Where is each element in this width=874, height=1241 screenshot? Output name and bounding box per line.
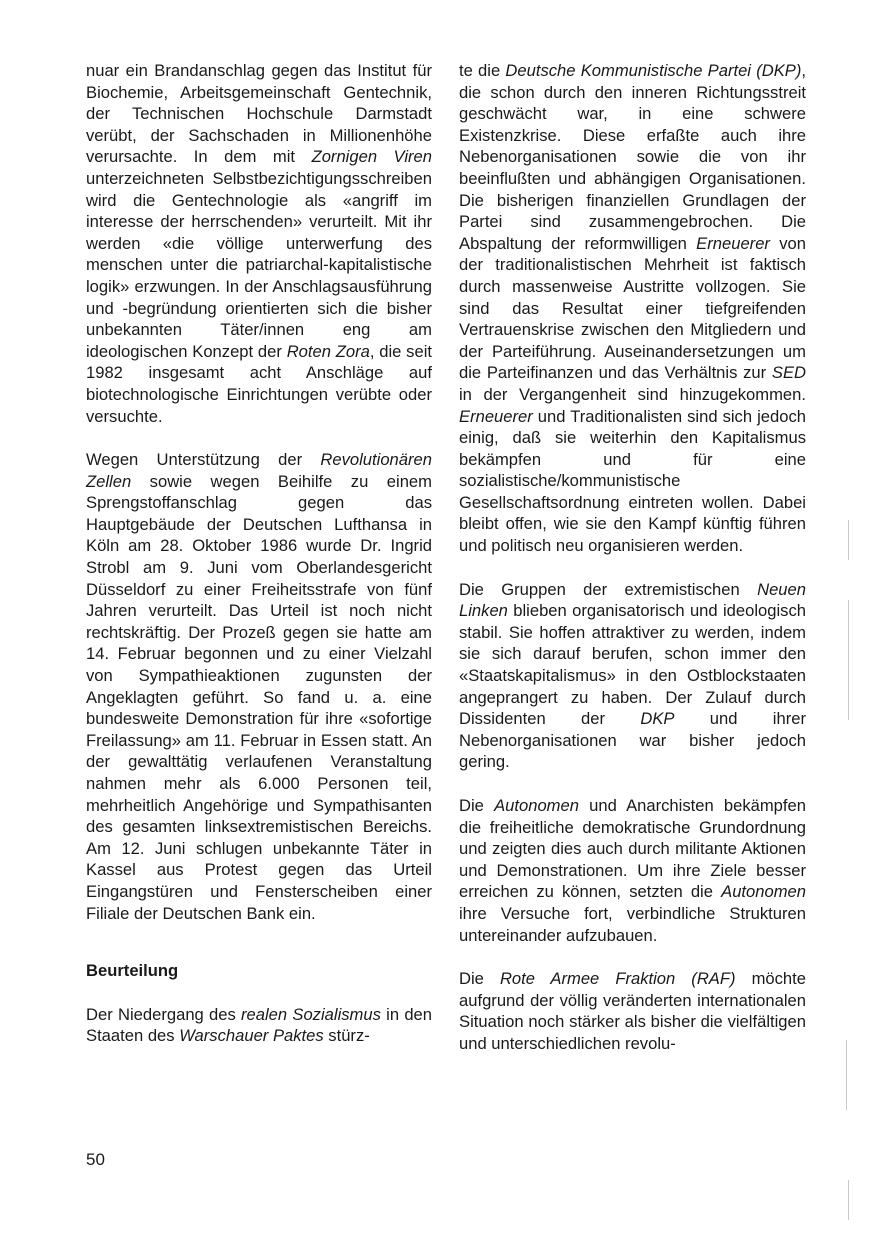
italic-text: Revolutionären Zellen [86, 450, 432, 491]
scan-edge-mark [848, 600, 849, 720]
text-run: , die schon durch den inneren Richtungsstreit geschwächt war, in eine schwere Existenzkrise. Diese erfaßte auch ihre Nebenorganisationen sowie die von ihr beeinflußten und abhängigen Organisationen. Die bisherigen finanziellen Grundlagen der Partei sind zusammengebrochen. Die Abspaltung der reformwilligen [459, 61, 806, 253]
italic-text: Zornigen Viren [311, 147, 432, 167]
italic-text: Erneuerer [459, 406, 533, 426]
scan-edge-mark [848, 520, 849, 560]
left-column [86, 60, 432, 1047]
italic-text: realen Sozialismus [241, 1004, 381, 1024]
text-run: sowie wegen Beihilfe zu einem Sprengstoffanschlag gegen das Hauptgebäude der Deutschen Lufthansa in Köln am 28. Oktober 1986 wurde Dr. Ingrid Strobl am 9. Juni vom Oberlandesgericht Düsseldorf zu einer Freiheitsstrafe von fünf Jahren verurteilt. Das Urteil ist noch nicht rechtskräftig. Der Prozeß gegen sie hatte am 14. Februar begonnen und zu einer Vielzahl von Sympathieaktionen zugunsten der Angeklagten geführt. So fand u. a. eine bundesweite Demonstration für ihre «sofortige Freilassung» am 11. Februar in Essen statt. An der gewalttätig verlaufenen Veranstaltung nahmen mehr als 6.000 Personen teil, mehrheitlich Angehörige und Sympathisanten des gesamten linksextremistischen Bereichs. Am 12. Juni schlugen unbekannte Täter in Kassel aus Protest gegen das Urteil Eingangstüren und Fensterscheiben einer Filiale der Deutschen Bank ein. [86, 471, 432, 923]
section-heading: Beurteilung [86, 961, 179, 981]
text-run: Die [459, 796, 495, 815]
text-run: Der Niedergang des [86, 1004, 242, 1024]
italic-text: SED [771, 363, 806, 383]
text-run: und ihrer Nebenorganisationen war bisher jedoch gering. [459, 709, 806, 772]
italic-text: Autonomen [721, 882, 806, 902]
left-paragraph-3 [86, 1004, 432, 1047]
left-paragraph-1 [86, 60, 432, 427]
italic-text: Rote Armee Fraktion (RAF) [499, 969, 736, 989]
text-run: stürz- [323, 1026, 370, 1046]
right-paragraph-1 [459, 60, 806, 557]
text-run: und Traditionalisten sind sich jedoch einig, daß sie weiterhin den Kapitalismus bekämpfen und für eine sozialistische/kommunistische Gesellschaftsordnung eintreten wollen. Dabei bleibt offen, wie sie den Kampf künftig führen und politisch neu organisieren werden. [459, 406, 806, 556]
left-paragraph-2 [86, 449, 432, 924]
italic-text: Deutsche Kommunistische Partei (DKP) [505, 61, 802, 80]
text-run: blieben organisatorisch und ideologisch stabil. Sie hoffen attraktiver zu werden, indem sie sich darauf berufen, schon immer den «Staatskapitalismus» in den Ostblockstaaten angeprangert zu haben. Der Zulauf durch Dissidenten der [459, 601, 806, 729]
scan-edge-mark [846, 1040, 847, 1110]
page-number: 50 [86, 1150, 105, 1169]
right-paragraph-3 [459, 795, 806, 946]
italic-text: Neuen Linken [459, 579, 806, 621]
text-run: Wegen Unterstützung der [86, 450, 321, 470]
italic-text: Erneuerer [696, 233, 770, 253]
right-paragraph-2 [459, 579, 806, 773]
text-run: und Anarchisten bekämpfen die freiheitliche demokratische Grundordnung und zeigten dies auch durch militante Aktionen und Demonstrationen. Um ihre Ziele besser erreichen zu können, setzten die [459, 796, 806, 902]
italic-text: DKP [640, 709, 675, 729]
text-run: , die seit 1982 insgesamt acht Anschläge auf biotechnologische Einrichtungen verübte oder versuchte. [86, 341, 433, 426]
text-run: te die [459, 61, 506, 80]
italic-text: Warschauer Paktes [179, 1026, 324, 1046]
text-run: von der traditionalistischen Mehrheit ist faktisch durch massenweise Austritte vollzogen. Sie sind das Resultat einer tiefgreifenden Vertrauenskrise zwischen den Mitgliedern und der Parteiführung. Auseinandersetzungen um die Parteifinanzen und das Verhältnis zur [459, 233, 806, 383]
right-column [459, 60, 806, 1055]
scan-edge-mark [848, 1180, 849, 1220]
right-paragraph-4 [459, 968, 806, 1054]
italic-text: Roten Zora [286, 341, 370, 361]
text-run: in der Vergangenheit sind hinzugekommen. [459, 384, 806, 404]
text-run: ihre Versuche fort, verbindliche Strukturen untereinander aufzubauen. [459, 903, 806, 945]
text-run: unterzeichneten Selbstbezichtigungsschreiben wird die Gentechnologie als «angriff im interesse der herrschenden» verurteilt. Mit ihr werden «die völlige unterwerfung des menschen unter die patriarchal-kapitalistische logik» erzwungen. In der Anschlagsausführung und -begründung orientierten sich die bisher unbekannten Täter/innen eng am ideologischen Konzept der [86, 168, 432, 361]
text-run: Die Gruppen der extremistischen [459, 579, 758, 599]
text-run: Die [459, 969, 500, 989]
text-run: nuar ein Brandanschlag gegen das Institut für Biochemie, Arbeitsgemeinschaft Gentechnik, der Technischen Hochschule Darmstadt verübt, der Sachschaden in Millionenhöhe verursachte. In dem mit [86, 61, 432, 167]
italic-text: Autonomen [494, 796, 579, 815]
text-run: in den Staaten des [86, 1004, 433, 1046]
text-run: möchte aufgrund der völlig veränderten internationalen Situation noch stärker als bisher die vielfältigen und unterschiedlichen revolu- [459, 969, 806, 1053]
